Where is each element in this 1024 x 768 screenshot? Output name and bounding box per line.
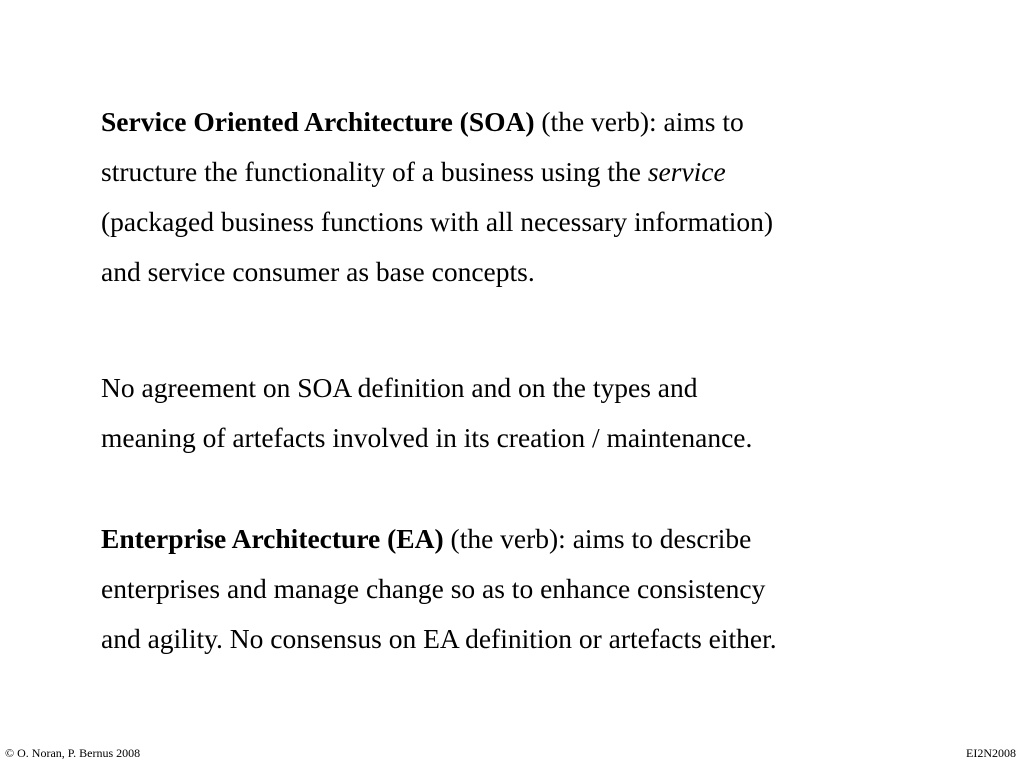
ea-definition-paragraph [101, 514, 961, 664]
ea-line-1-rest: (the verb): aims to describe [443, 523, 752, 554]
ea-line-1 [101, 514, 961, 564]
agreement-line-2: meaning of artefacts involved in its creation / maintenance. [101, 422, 753, 453]
ea-term: Enterprise Architecture (EA) [101, 523, 444, 554]
soa-line-1 [101, 97, 961, 147]
soa-line-2-prefix: structure the functionality of a business using the [101, 156, 648, 187]
ea-line-3: and agility. No consensus on EA definition or artefacts either. [101, 623, 777, 654]
soa-line-4: and service consumer as base concepts. [101, 256, 535, 287]
agreement-line-1: No agreement on SOA definition and on the types and [101, 372, 698, 403]
footer-event-code: EI2N2008 [966, 746, 1016, 760]
soa-line-2 [101, 147, 961, 197]
ea-line-2: enterprises and manage change so as to enhance consistency [101, 573, 766, 604]
soa-line-1-rest: (the verb): aims to [534, 106, 744, 137]
soa-line-3: (packaged business functions with all necessary information) [101, 206, 774, 237]
soa-term: Service Oriented Architecture (SOA) [101, 106, 535, 137]
footer-copyright: © O. Noran, P. Bernus 2008 [5, 746, 141, 760]
soa-definition-paragraph [101, 97, 961, 297]
slide-body [101, 97, 961, 664]
soa-service-emphasis: service [647, 156, 726, 187]
no-agreement-paragraph [101, 363, 961, 463]
